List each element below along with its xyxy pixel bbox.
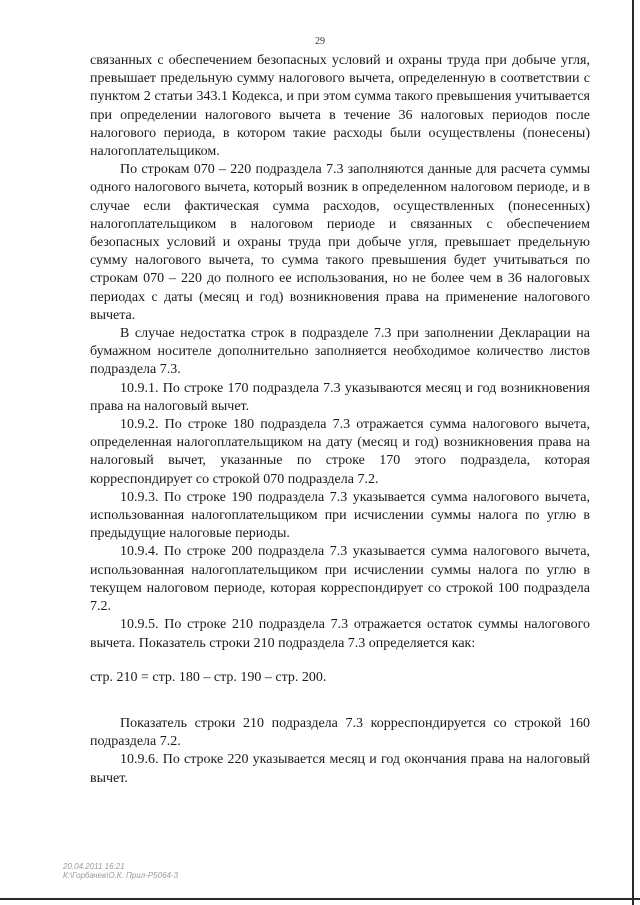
- print-stamp: [63, 862, 178, 880]
- document-body: [90, 52, 590, 788]
- scan-edge-bottom: [0, 898, 640, 900]
- formula-line-210: стр. 210 = стр. 180 – стр. 190 – стр. 200.: [90, 669, 327, 685]
- paragraph-lines-070-220: По строкам 070 – 220 подраздела 7.3 заполняются данные для расчета суммы одного налогового вычета, который возник в определенном налоговом периоде, и в случае если фактическая сумма расходов, осуществленных (понесенных) налогоплательщиком в налоговом периоде и связанных с обеспечением безопасных условий и охраны труда при добыче угля, превышает предельную сумму налогового вычета, то сумма такого превышения будет учитываться по строкам 070 – 220 до полного ее использования, но не более чем в 36 налоговых периодах с даты (месяц и год) возникновения права на применение налогового вычета.: [90, 162, 590, 323]
- print-stamp-path: К:\Горбачев\О.К. Прил-Р5064-3: [63, 871, 179, 880]
- scan-edge-right: [632, 0, 634, 905]
- paragraph-10-9-4: 10.9.4. По строке 200 подраздела 7.3 указывается сумма налогового вычета, использованная налогоплательщиком при исчислении суммы налога по углю в текущем налоговом периоде, которая корреспондирует со строкой 100 подраздела 7.2.: [90, 544, 590, 615]
- paragraph-line-210-correspondence: Показатель строки 210 подраздела 7.3 корреспондируется со строкой 160 подраздела 7.2.: [90, 715, 590, 750]
- paragraph-10-9-6: 10.9.6. По строке 220 указывается месяц и год окончания права на налоговый вычет.: [90, 752, 590, 786]
- paragraph-10-9-3: 10.9.3. По строке 190 подраздела 7.3 указывается сумма налогового вычета, использованная налогоплательщиком при исчислении суммы налога по углю в предыдущие налоговые периоды.: [90, 489, 590, 542]
- paragraph-10-9-1: 10.9.1. По строке 170 подраздела 7.3 указываются месяц и год возникновения права на налоговый вычет.: [90, 380, 590, 414]
- paragraph-10-9-5: 10.9.5. По строке 210 подраздела 7.3 отражается остаток суммы налогового вычета. Показатель строки 210 подраздела 7.3 определяется как:: [90, 617, 590, 651]
- paragraph-10-9-2: 10.9.2. По строке 180 подраздела 7.3 отражается сумма налогового вычета, определенная налогоплательщиком на дату (месяц и год) возникновения права на налоговый вычет, указанные по строке 170 этого подраздела, которая корреспондирует со строкой 070 подраздела 7.2.: [90, 417, 590, 487]
- print-stamp-date: 20.04.2011 16:21: [63, 862, 125, 871]
- paragraph-continuation: связанных с обеспечением безопасных условий и охраны труда при добыче угля, превышает предельную сумму налогового вычета, определенную в соответствии с пунктом 2 статьи 343.1 Кодекса, и при этом сумма такого превышения учитывается при определении налогового вычета в течение 36 налоговых периодов после налогового периода, в котором такие расходы были осуществлены (понесены) налогоплательщиком.: [90, 53, 590, 160]
- page-number: 29: [315, 36, 325, 47]
- paragraph-lack-of-lines: В случае недостатка строк в подразделе 7.3 при заполнении Декларации на бумажном носителе дополнительно заполняется необходимое количество листов подраздела 7.3.: [90, 326, 590, 378]
